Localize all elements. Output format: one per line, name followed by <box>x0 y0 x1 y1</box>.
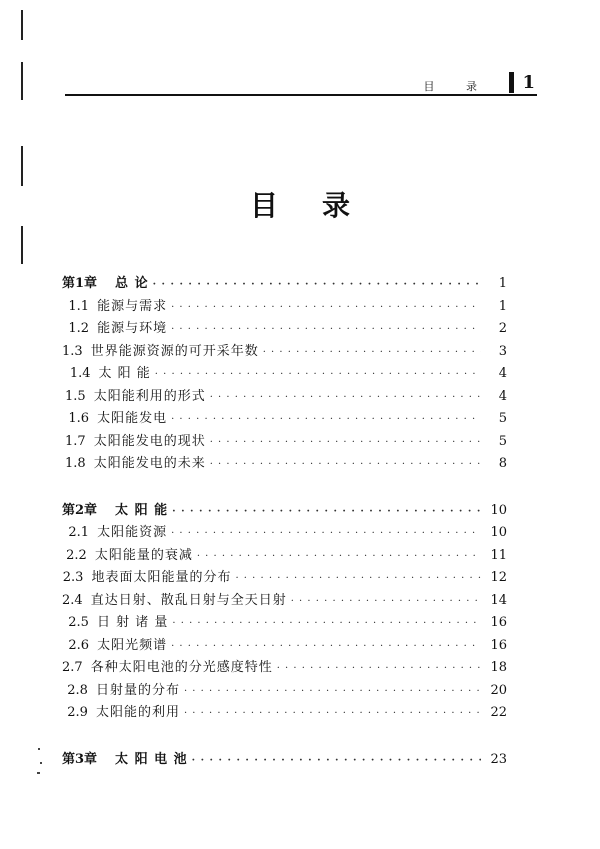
toc-section-row <box>62 679 507 702</box>
section-number: 2.4 <box>62 592 83 608</box>
dot-leader <box>235 573 481 584</box>
chapter-gap <box>62 724 507 748</box>
chapter-gap <box>62 475 507 499</box>
toc-section-row <box>62 611 507 634</box>
scan-edge-mark <box>21 62 23 100</box>
toc-section-row <box>62 521 507 544</box>
section-number: 2.5 <box>68 615 89 630</box>
toc-section-row <box>62 701 507 724</box>
toc-section-row <box>62 295 507 318</box>
toc-section-row <box>62 317 507 340</box>
dot-leader <box>184 708 481 719</box>
toc-section-row <box>62 566 507 589</box>
dot-leader <box>210 459 481 470</box>
dot-leader <box>210 437 481 448</box>
section-title: 太 阳 能 <box>98 366 151 381</box>
section-title: 各种太阳电池的分光感度特性 <box>90 660 273 675</box>
dot-leader <box>277 663 481 674</box>
running-title: 目 录 <box>423 80 491 93</box>
dot-leader <box>171 302 481 313</box>
section-title: 太阳能利用的形式 <box>93 388 206 404</box>
section-title: 太阳能的利用 <box>95 705 180 720</box>
chapter-label: 第2章 <box>62 502 98 518</box>
dot-leader <box>197 551 481 562</box>
toc-section-row <box>62 452 507 475</box>
section-number: 1.4 <box>69 366 91 381</box>
chapter-title: 总 论 <box>115 276 149 291</box>
section-title: 日 射 诸 量 <box>96 615 169 630</box>
chapter-title: 太 阳 电 池 <box>115 751 188 767</box>
chapter-label: 第3章 <box>62 751 98 767</box>
chapter-title: 太 阳 能 <box>115 502 169 518</box>
section-title: 直达日射、散乱日射与全天日射 <box>90 592 287 608</box>
scan-speck <box>38 748 40 750</box>
table-of-contents <box>62 272 507 770</box>
section-page-number: 20 <box>490 682 507 698</box>
section-page-number: 2 <box>498 321 507 336</box>
toc-chapter-row <box>62 272 507 295</box>
dot-leader <box>155 369 481 380</box>
page-title: 目录 <box>249 189 394 222</box>
section-page-number: 4 <box>498 366 507 381</box>
section-title: 太阳能发电的未来 <box>93 456 206 471</box>
section-page-number: 12 <box>490 570 507 585</box>
scan-edge-mark <box>21 10 23 40</box>
scan-speck <box>37 772 40 774</box>
toc-section-row <box>62 589 507 612</box>
chapter-page-number: 23 <box>490 751 507 767</box>
scan-speck <box>40 762 42 764</box>
section-title: 太阳能量的衰减 <box>94 547 193 563</box>
section-title: 太阳能发电的现状 <box>93 433 206 449</box>
section-page-number: 11 <box>490 547 507 563</box>
toc-section-row <box>62 656 507 679</box>
running-header <box>65 72 537 96</box>
toc-section-row <box>62 340 507 363</box>
section-page-number: 1 <box>498 298 507 314</box>
section-title: 太阳光频谱 <box>97 637 168 653</box>
header-page-number: 1 <box>509 72 535 93</box>
section-number: 2.7 <box>62 660 83 675</box>
section-number: 1.6 <box>68 411 90 426</box>
toc-section-row <box>62 407 507 430</box>
dot-leader <box>263 347 481 358</box>
section-page-number: 4 <box>498 388 507 404</box>
section-title: 世界能源资源的可开采年数 <box>90 343 259 359</box>
section-page-number: 16 <box>490 615 507 630</box>
section-number: 1.8 <box>65 456 86 471</box>
section-number: 1.2 <box>68 321 90 336</box>
toc-section-row <box>62 362 507 385</box>
dot-leader <box>210 392 481 403</box>
section-title: 太阳能发电 <box>97 411 168 426</box>
chapter-label: 第1章 <box>62 276 98 291</box>
section-number: 2.9 <box>67 705 88 720</box>
section-page-number: 8 <box>498 456 507 471</box>
dot-leader <box>192 755 481 766</box>
section-number: 2.8 <box>67 682 88 698</box>
scan-edge-mark <box>21 226 23 264</box>
section-page-number: 16 <box>490 637 507 653</box>
dot-leader <box>184 686 481 697</box>
section-number: 1.5 <box>65 388 86 404</box>
scan-edge-mark <box>21 146 23 186</box>
dot-leader <box>171 528 481 539</box>
section-page-number: 10 <box>490 525 507 540</box>
toc-section-row <box>62 385 507 408</box>
toc-section-row <box>62 544 507 567</box>
section-number: 2.6 <box>68 637 90 653</box>
section-title: 日射量的分布 <box>95 682 180 698</box>
section-number: 2.3 <box>62 570 84 585</box>
section-number: 1.7 <box>65 433 86 449</box>
dot-leader <box>153 279 481 290</box>
section-number: 2.2 <box>66 547 87 563</box>
dot-leader <box>172 506 481 517</box>
section-page-number: 5 <box>498 411 507 426</box>
section-number: 2.1 <box>68 525 90 540</box>
chapter-page-number: 1 <box>498 276 507 291</box>
section-title: 能源与需求 <box>97 298 168 314</box>
section-page-number: 14 <box>490 592 507 608</box>
section-title: 能源与环境 <box>97 321 168 336</box>
section-page-number: 22 <box>490 705 507 720</box>
toc-chapter-row <box>62 499 507 522</box>
section-number: 1.3 <box>62 343 83 359</box>
section-page-number: 3 <box>498 343 507 359</box>
toc-section-row <box>62 430 507 453</box>
dot-leader <box>171 414 481 425</box>
dot-leader <box>171 324 481 335</box>
toc-chapter-row <box>62 748 507 771</box>
section-page-number: 5 <box>498 433 507 449</box>
section-page-number: 18 <box>490 660 507 675</box>
toc-section-row <box>62 634 507 657</box>
dot-leader <box>291 596 481 607</box>
section-number: 1.1 <box>68 298 90 314</box>
chapter-page-number: 10 <box>490 502 507 518</box>
section-title: 地表面太阳能量的分布 <box>91 570 232 585</box>
dot-leader <box>171 641 481 652</box>
dot-leader <box>172 618 481 629</box>
section-title: 太阳能资源 <box>97 525 168 540</box>
